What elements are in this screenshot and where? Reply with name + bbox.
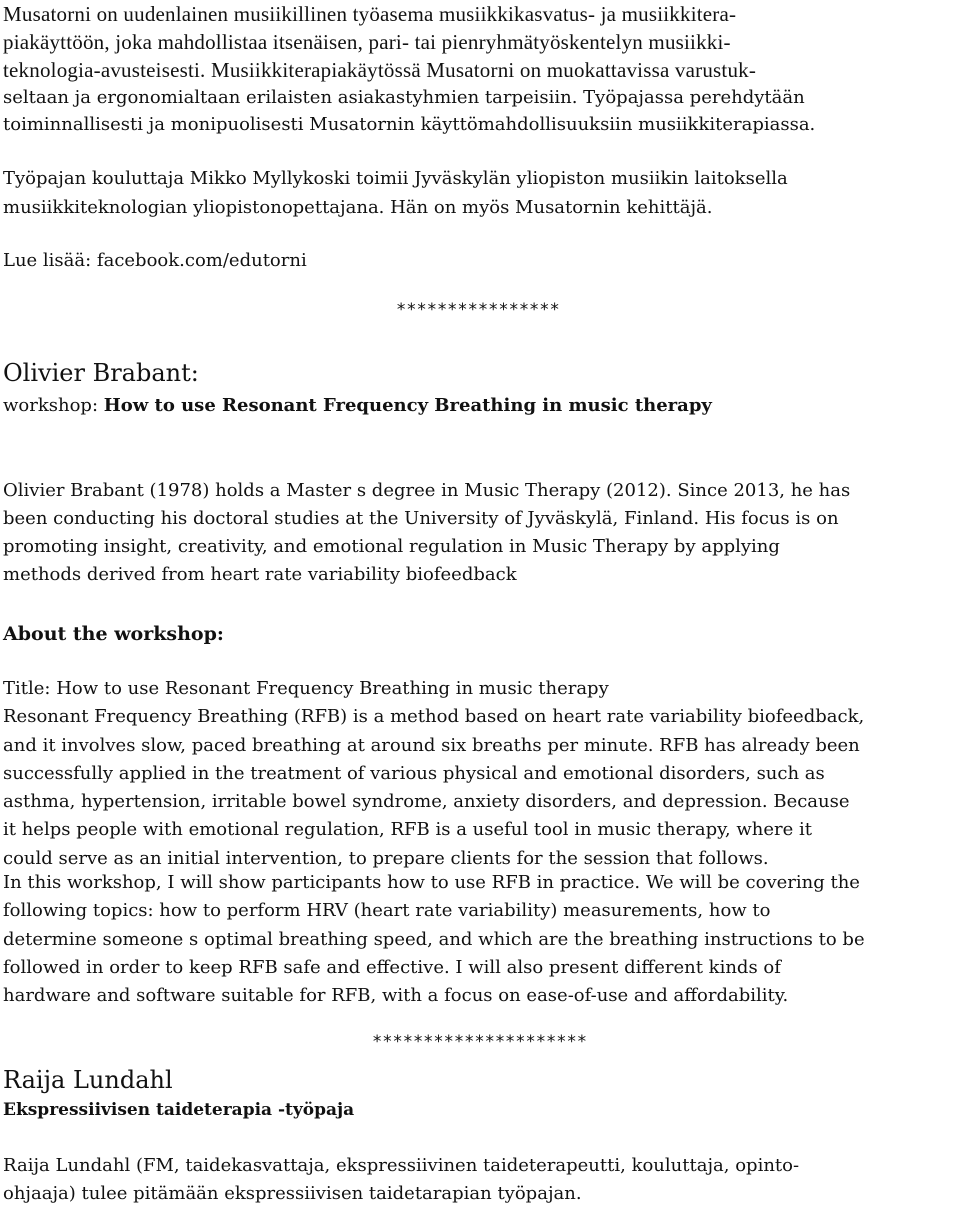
intro-paragraph-part2 xyxy=(3,84,959,138)
text-line: Raija Lundahl (FM, taidekasvattaja, ekspressiivinen taideterapeutti, kouluttaja, opinto- xyxy=(3,1155,800,1176)
intro-paragraph-part1 xyxy=(3,0,959,84)
text-line: Työpajan kouluttaja Mikko Myllykoski toimii Jyväskylän yliopiston musiikin laitoksella xyxy=(3,168,788,189)
speaker-name: Raija Lundahl xyxy=(3,1066,173,1094)
text-line: musiikkiteknologian yliopistonopettajana. Hän on myös Musatornin kehittäjä. xyxy=(3,197,713,218)
text-line: successfully applied in the treatment of various physical and emotional disorders, such as xyxy=(3,762,825,784)
about-heading: About the workshop: xyxy=(3,623,224,645)
text-line: it helps people with emotional regulation, RFB is a useful tool in music therapy, where it xyxy=(3,819,812,841)
text-line: Musatorni on uudenlainen musiikillinen työasema musiikkikasvatus- ja musiikkitera- xyxy=(3,2,737,26)
text-line: Olivier Brabant (1978) holds a Master s degree in Music Therapy (2012). Since 2013, he has xyxy=(3,480,851,501)
text-line: teknologia-avusteisesti. Musiikkiterapiakäytössä Musatorni on muokattavissa varustuk- xyxy=(3,58,757,82)
trainer-paragraph xyxy=(3,164,959,222)
text-line: following topics: how to perform HRV (heart rate variability) measurements, how to xyxy=(3,900,771,922)
speaker-bio xyxy=(3,477,959,589)
workshop-title: Ekspressiivisen taideterapia -työpaja xyxy=(3,1100,355,1120)
text-line: could serve as an initial intervention, to prepare clients for the session that follows. xyxy=(3,847,769,869)
text-line: determine someone s optimal breathing speed, and which are the breathing instructions to be xyxy=(3,928,865,950)
text-line: toiminnallisesti ja monipuolisesti Musatornin käyttömahdollisuuksiin musiikkiterapiassa. xyxy=(3,114,816,135)
text-line: piakäyttöön, joka mahdollistaa itsenäisen, pari- tai pienryhmätyöskentelyn musiikki- xyxy=(3,30,731,54)
about-paragraph xyxy=(3,675,959,873)
text-line: Title: How to use Resonant Frequency Breathing in music therapy xyxy=(3,678,609,699)
workshop-paragraph xyxy=(3,869,959,1010)
text-line: seltaan ja ergonomialtaan erilaisten asiakastyhmien tarpeisiin. Työpajassa perehdytään xyxy=(3,87,805,108)
text-line: asthma, hypertension, irritable bowel syndrome, anxiety disorders, and depression. Because xyxy=(3,791,850,813)
speaker-bio xyxy=(3,1152,959,1208)
workshop-title-line xyxy=(3,392,959,419)
section-separator: ********************* xyxy=(372,1032,587,1052)
text-line: hardware and software suitable for RFB, with a focus on ease-of-use and affordability. xyxy=(3,985,789,1007)
text-line: In this workshop, I will show participants how to use RFB in practice. We will be covering the xyxy=(3,872,860,893)
section-separator: **************** xyxy=(396,300,560,320)
text-line: been conducting his doctoral studies at the University of Jyväskylä, Finland. His focus is on xyxy=(3,508,839,529)
read-more-line: Lue lisää: facebook.com/edutorni xyxy=(3,250,307,271)
text-line: and it involves slow, paced breathing at around six breaths per minute. RFB has already been xyxy=(3,734,860,756)
text-line: promoting insight, creativity, and emotional regulation in Music Therapy by applying xyxy=(3,536,780,557)
speaker-name: Olivier Brabant: xyxy=(3,359,199,387)
text-line: followed in order to keep RFB safe and effective. I will also present different kinds of xyxy=(3,956,781,978)
text-line: Resonant Frequency Breathing (RFB) is a method based on heart rate variability biofeedback, xyxy=(3,706,865,728)
workshop-title: How to use Resonant Frequency Breathing in music therapy xyxy=(103,395,712,416)
text-line: methods derived from heart rate variability biofeedback xyxy=(3,564,517,585)
text-line: ohjaaja) tulee pitämään ekspressiivisen taidetarapian työpajan. xyxy=(3,1183,582,1204)
workshop-prefix: workshop: xyxy=(3,395,104,416)
